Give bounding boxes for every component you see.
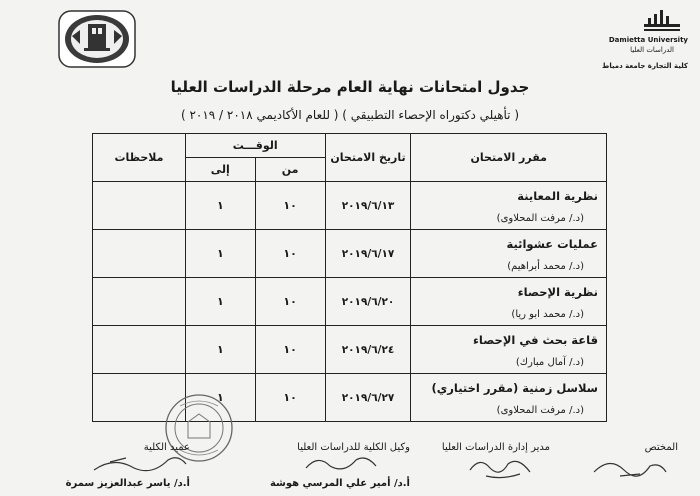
course-instructor: (د./ مرفت المحلاوى) [496, 213, 584, 224]
page-subtitle: ( تأهيلي دكتوراه الإحصاء التطبيقي ) ( للعام الأكاديمي ٢٠١٨ / ٢٠١٩ ) [180, 108, 520, 122]
table-row [93, 182, 607, 230]
course-name: عمليات عشوائية [506, 237, 598, 251]
course-instructor: (د./ مرفت المحلاوى) [496, 405, 584, 416]
table-row [93, 278, 607, 326]
time-from: ١٠ [255, 230, 325, 278]
header-course: مقرر الامتحان [411, 134, 607, 182]
notes-cell [93, 230, 186, 278]
logo-department: الدراسات العليا [630, 46, 674, 54]
header-date: تاريخ الامتحان [325, 134, 411, 182]
course-name: سلاسل زمنية (مقرر اختياري) [431, 381, 598, 395]
signature-manager-icon [466, 454, 536, 482]
time-from: ١٠ [255, 278, 325, 326]
course-instructor: (د./ آمال مبارك) [515, 357, 584, 368]
university-building-icon [642, 10, 682, 34]
header-to: إلى [185, 158, 255, 182]
time-from: ١٠ [255, 374, 325, 422]
time-from: ١٠ [255, 182, 325, 230]
course-name: نظرية المعاينة [517, 189, 598, 203]
time-from: ١٠ [255, 326, 325, 374]
signature-specialist-icon [590, 452, 670, 482]
header-notes: ملاحظات [93, 134, 186, 182]
time-to: ١ [185, 374, 255, 422]
logo-university-name: Damietta University [608, 36, 688, 44]
exam-date: ٢٠١٩/٦/٢٠ [325, 278, 411, 326]
header-from: من [255, 158, 325, 182]
exam-date: ٢٠١٩/٦/٢٧ [325, 374, 411, 422]
faculty-seal-icon [58, 10, 136, 68]
course-name: قاعة بحث في الإحصاء [473, 333, 598, 347]
header-time: الوقـــت [185, 134, 325, 158]
logo-faculty: كلية التجارة جامعة دمياط [602, 62, 688, 70]
notes-cell [93, 182, 186, 230]
exam-date: ٢٠١٩/٦/٢٤ [325, 326, 411, 374]
time-to: ١ [185, 230, 255, 278]
notes-cell [93, 326, 186, 374]
course-instructor: (د./ محمد أبراهيم) [507, 261, 584, 272]
time-to: ١ [185, 326, 255, 374]
course-cell [411, 182, 607, 230]
course-cell [411, 326, 607, 374]
signatory-dean-title: عميد الكلية [143, 442, 190, 453]
signature-vice-dean-icon [300, 452, 380, 476]
page-title: جدول امتحانات نهاية العام مرحلة الدراسات العليا [170, 78, 530, 96]
exam-date: ٢٠١٩/٦/١٣ [325, 182, 411, 230]
course-cell [411, 278, 607, 326]
exam-schedule-table [92, 133, 607, 422]
course-instructor: (د./ محمد ابو ريا) [511, 309, 584, 320]
signatory-vice-dean-title: وكيل الكلية للدراسات العليا [297, 442, 410, 453]
table-row [93, 326, 607, 374]
signatory-manager-title: مدير إدارة الدراسات العليا [441, 442, 550, 453]
time-to: ١ [185, 278, 255, 326]
course-cell [411, 230, 607, 278]
notes-cell [93, 278, 186, 326]
table-row [93, 230, 607, 278]
signatory-vice-dean-name: أ.د/ أمير علي المرسي هوشة [269, 478, 410, 489]
signatory-dean-name: أ.د/ ياسر عبدالعزيز سمرة [65, 478, 190, 489]
course-name: نظرية الإحصاء [517, 285, 598, 299]
time-to: ١ [185, 182, 255, 230]
signature-dean-icon [90, 452, 190, 476]
exam-date: ٢٠١٩/٦/١٧ [325, 230, 411, 278]
signatory-specialist-title: المختص [644, 442, 678, 453]
course-cell [411, 374, 607, 422]
